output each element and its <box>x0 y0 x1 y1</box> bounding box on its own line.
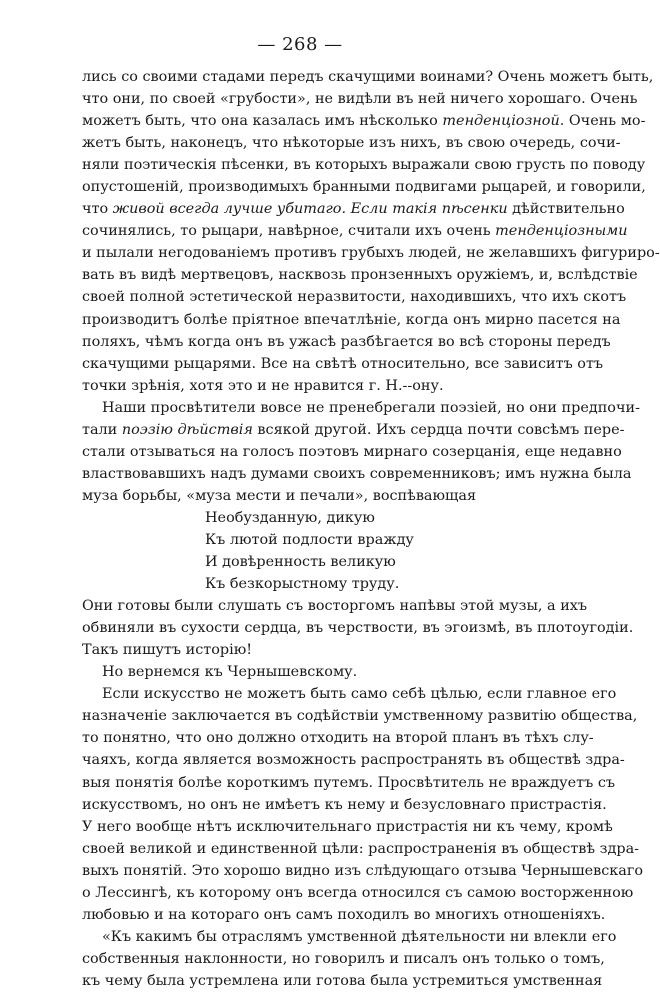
text-line: муза борьбы, «муза мести и печали», воспѣвающая <box>82 487 477 504</box>
text-line: что они, по своей «грубости», не видѣли въ ней ничего хорошаго. Очень <box>82 91 638 108</box>
text-line: обвиняли въ сухости сердца, въ черствости, въ эгоизмѣ, въ плотоугодіи. <box>82 620 634 637</box>
text-line: и пылали негодованіемъ противъ грубыхъ людей, не желавшихъ фигуриро- <box>82 245 660 262</box>
text-segment: всякой другой. Ихъ сердца почти совсѣмъ пере- <box>252 421 625 438</box>
text-line: У него вообще нѣтъ исключительнаго пристрастія ни къ чему, кромѣ <box>82 818 613 835</box>
text-line: жетъ быть, наконецъ, что нѣкоторые изъ нихъ, въ свою очередь, сочи- <box>82 135 621 152</box>
text-segment: что <box>82 201 113 218</box>
text-line: чаяхъ, когда является возможность распространять въ обществѣ здра- <box>82 752 625 769</box>
italic-emphasis: живой всегда лучше убитаго. Если такія пѣсенки <box>112 201 508 218</box>
text-line: поляхъ, чѣмъ когда онъ въ ужасѣ разбѣгается во всѣ стороны передъ <box>82 333 611 350</box>
text-segment: дѣйствительно <box>507 201 625 218</box>
text-line: Если искусство не можетъ быть само себѣ цѣлью, если главное его <box>102 686 617 703</box>
text-line <box>82 198 625 220</box>
text-line: скачущими рыцарями. Все на свѣтѣ относительно, все зависитъ отъ <box>82 355 604 372</box>
text-line: Такъ пишутъ исторію! <box>82 642 253 659</box>
text-line: назначеніе заключается въ содѣйствіи умственному развитію общества, <box>82 708 638 725</box>
text-line: о Лессингѣ, къ которому онъ всегда относился съ самою восторженною <box>82 884 634 901</box>
text-line: своей полной эстетической неразвитости, находившихъ, что ихъ скотъ <box>82 289 627 306</box>
text-line: Они готовы были слушать съ восторгомъ напѣвы этой музы, а ихъ <box>82 598 588 615</box>
text-line: стали отзываться на голосъ поэтовъ мирнаго созерцанія, еще недавно <box>82 443 622 460</box>
verse-line: Необузданную, дикую <box>205 509 375 526</box>
text-line: то понятно, что оно должно отходить на второй планъ въ тѣхъ слу- <box>82 730 594 747</box>
text-line: точки зрѣнія, хотя это и не нравится г. Н.--ону. <box>82 377 444 394</box>
text-line: вать въ видѣ мертвецовъ, насквозь пронзенныхъ оружіемъ, и, вслѣдствіе <box>82 267 638 284</box>
text-line: Наши просвѣтители вовсе не пренебрегали поэзіей, но они предпочи- <box>102 399 640 416</box>
text-line: выхъ понятій. Это хорошо видно изъ слѣдующаго отзыва Чернышевскаго <box>82 862 644 879</box>
text-body <box>82 66 660 992</box>
verse-line: И довѣренность великую <box>205 554 396 571</box>
text-segment: сочинялись, то рыцари, навѣрное, считали ихъ очень <box>82 223 496 240</box>
text-segment: можетъ быть, что она казалась имъ нѣсколько <box>82 113 443 130</box>
text-line: къ чему была устремлена или готова была устремиться умственная <box>82 972 603 989</box>
text-line: выя понятія болѣе короткимъ путемъ. Просвѣтитель не враждуетъ съ <box>82 774 616 791</box>
text-line: властвовавшихъ надъ думами своихъ современниковъ; имъ нужна была <box>82 465 632 482</box>
italic-emphasis: тенденціозными <box>495 223 628 240</box>
text-line: лись со своими стадами передъ скачущими воинами? Очень можетъ быть, <box>82 69 654 85</box>
text-line: производитъ болѣе пріятное впечатлѣніе, когда онъ мирно пасется на <box>82 311 621 328</box>
italic-emphasis: тенденціозной. <box>442 113 565 130</box>
verse-line: Къ безкорыстному труду. <box>205 576 400 593</box>
text-line <box>82 110 646 132</box>
text-line: искусствомъ, но онъ не имѣетъ къ нему и безусловнаго пристрастія. <box>82 796 607 813</box>
text-line: опустошеній, производимыхъ бранными подвигами рыцарей, и говорили, <box>82 179 646 196</box>
text-line <box>82 220 628 242</box>
text-line: любовью и на котораго онъ самъ походилъ во многихъ отношеніяхъ. <box>82 906 606 923</box>
verse-line: Къ лютой подлости вражду <box>205 531 414 548</box>
text-line: няли поэтическія пѣсенки, въ которыхъ выражали свою грусть по поводу <box>82 157 646 174</box>
text-segment: тали <box>82 421 122 438</box>
text-line: Но вернемся къ Чернышевскому. <box>102 664 358 681</box>
text-line: своей великой и единственной цѣли: распространенія въ обществѣ здра- <box>82 840 640 857</box>
text-line <box>82 419 625 441</box>
italic-emphasis: поэзію дѣйствія <box>121 421 253 438</box>
text-line: собственныя наклонности, но говорилъ и писалъ онъ только о томъ, <box>82 950 605 967</box>
text-line: «Къ какимъ бы отраслямъ умственной дѣятельности ни влекли его <box>102 928 617 945</box>
page-number: — 268 — <box>257 34 343 55</box>
text-segment: Очень мо- <box>564 113 646 130</box>
